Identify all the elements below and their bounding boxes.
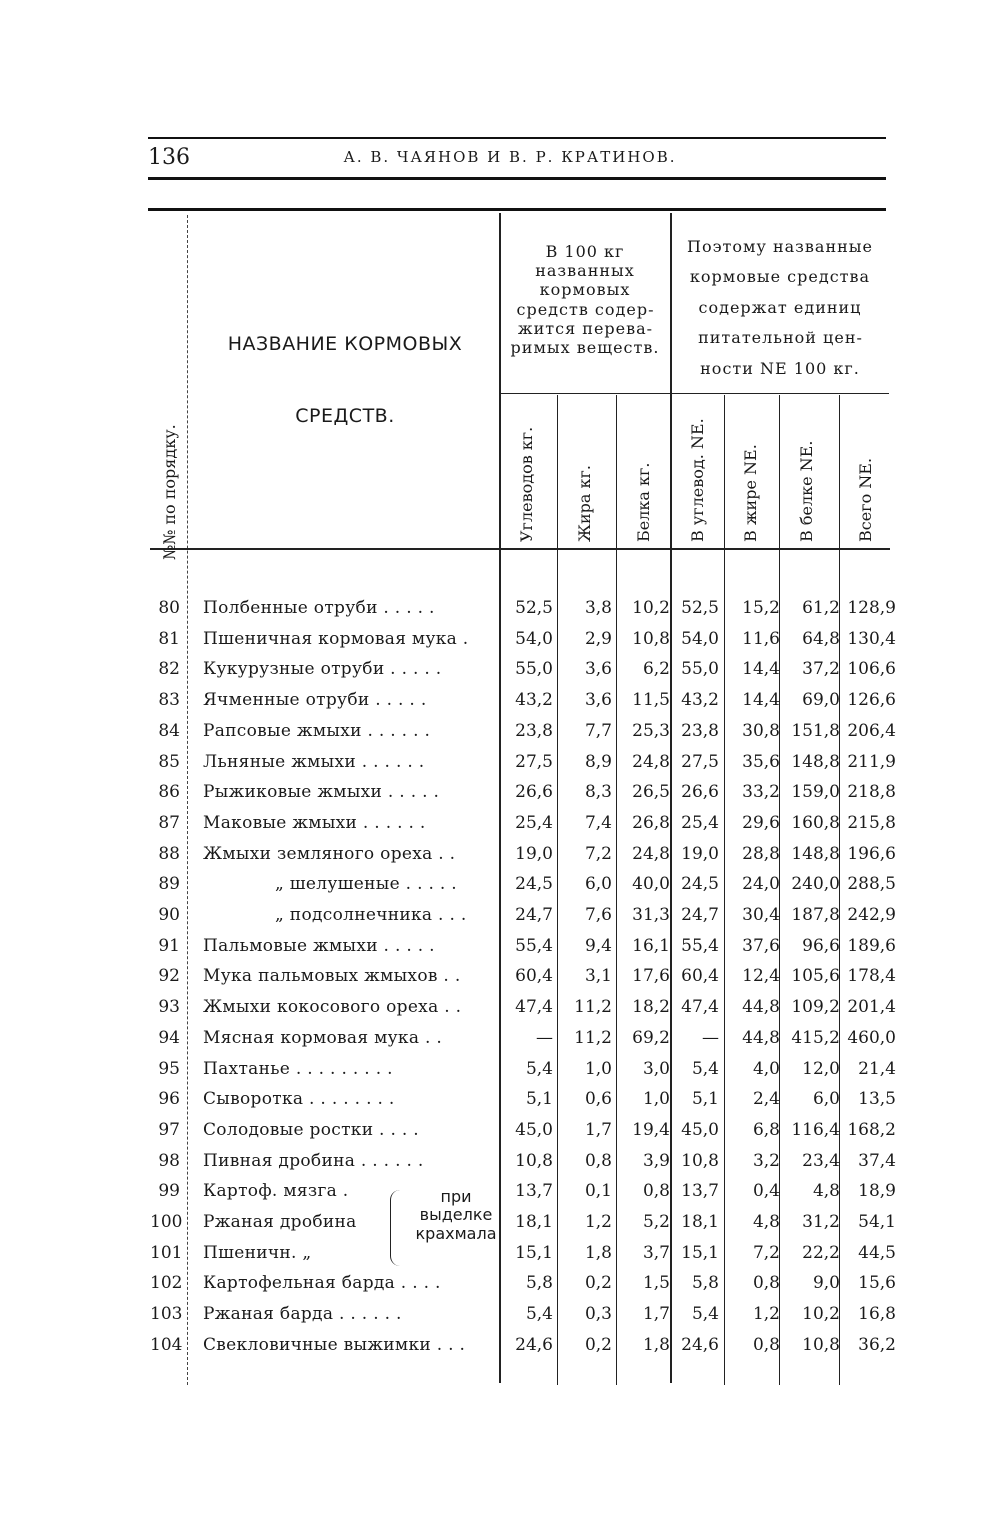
- value-cell: 16,1: [632, 935, 670, 956]
- value-cell: 23,8: [681, 720, 719, 741]
- number-column-header: №№ по порядку.: [160, 424, 179, 560]
- value-cell: 3,6: [584, 659, 612, 680]
- table-row: [150, 690, 896, 721]
- value-cell: 11,6: [742, 628, 780, 649]
- value-cell: 5,4: [691, 1058, 719, 1079]
- value-cell: 29,6: [742, 812, 780, 833]
- feed-name: „ шелушеные . . . . .: [275, 874, 458, 895]
- value-cell: 30,8: [742, 720, 780, 741]
- value-cell: 17,6: [632, 966, 670, 987]
- value-cell: 105,6: [791, 966, 840, 987]
- value-cell: 23,4: [802, 1150, 840, 1171]
- table-row: [150, 1058, 896, 1090]
- value-cell: 3,8: [584, 598, 612, 618]
- row-name-cell: [203, 1304, 495, 1324]
- row-number: 104: [150, 1334, 183, 1355]
- value-cell: 64,8: [802, 628, 840, 649]
- table-row: [150, 905, 896, 936]
- value-cell: 54,0: [515, 628, 553, 649]
- value-cell: 211,9: [847, 751, 896, 772]
- value-cell: 24,5: [681, 874, 719, 895]
- feed-name: Пальмовые жмыхи . . . . .: [203, 935, 435, 956]
- value-cell: 23,8: [515, 720, 553, 741]
- value-cell: 15,6: [858, 1273, 896, 1294]
- value-cell: 4,8: [812, 1181, 840, 1202]
- value-cell: 126,6: [847, 690, 896, 711]
- column-header: В углевод. NE.: [688, 418, 707, 542]
- value-cell: 33,2: [742, 782, 780, 803]
- value-cell: 18,1: [681, 1212, 719, 1232]
- value-cell: 44,8: [742, 1027, 780, 1048]
- row-name-cell: [203, 1243, 495, 1263]
- row-name-cell: [203, 752, 495, 772]
- feed-name: Свекловичные выжимки . . .: [203, 1334, 466, 1355]
- value-cell: 18,1: [515, 1212, 553, 1232]
- table-row: [150, 843, 896, 875]
- value-cell: —: [536, 1027, 553, 1048]
- value-cell: 10,8: [632, 628, 670, 649]
- value-cell: 54,1: [858, 1212, 896, 1232]
- value-cell: 15,1: [681, 1242, 719, 1263]
- row-number: 101: [150, 1242, 183, 1263]
- value-cell: 10,2: [632, 598, 670, 618]
- value-cell: 12,0: [802, 1058, 840, 1079]
- feed-name: Маковые жмыхи . . . . . .: [203, 812, 426, 833]
- row-name-cell: [203, 1120, 495, 1140]
- feed-name: Рапсовые жмыхи . . . . . .: [203, 720, 431, 741]
- value-cell: 44,8: [742, 997, 780, 1018]
- feed-name: Ячменные отруби . . . . .: [203, 690, 427, 711]
- row-name-cell: [203, 966, 495, 986]
- value-cell: 1,7: [584, 1119, 612, 1140]
- value-cell: 24,7: [681, 905, 719, 925]
- value-cell: 13,7: [515, 1181, 553, 1202]
- value-cell: 24,7: [515, 905, 553, 925]
- value-cell: 5,4: [525, 1058, 553, 1079]
- value-cell: 24,0: [742, 874, 780, 895]
- row-number: 83: [158, 690, 180, 711]
- value-cell: 52,5: [515, 598, 553, 618]
- value-cell: 52,5: [681, 598, 719, 618]
- value-cell: 10,8: [681, 1150, 719, 1171]
- value-cell: 7,7: [584, 720, 612, 741]
- row-name-cell: [203, 721, 495, 741]
- value-cell: 159,0: [791, 782, 840, 803]
- value-cell: 26,6: [681, 782, 719, 803]
- value-cell: 151,8: [791, 720, 840, 741]
- table-row: [150, 1304, 896, 1335]
- row-number: 94: [158, 1027, 180, 1048]
- value-cell: 218,8: [847, 782, 896, 803]
- value-cell: 215,8: [847, 812, 896, 833]
- value-cell: 242,9: [847, 905, 896, 925]
- header-bottom-rule: [150, 548, 890, 550]
- table-row: [150, 1212, 896, 1243]
- value-cell: 26,8: [632, 812, 670, 833]
- row-name-cell: [203, 1273, 495, 1293]
- value-cell: 3,2: [752, 1150, 780, 1171]
- value-cell: 168,2: [847, 1119, 896, 1140]
- feed-name: Полбенные отруби . . . . .: [203, 598, 435, 618]
- value-cell: 1,2: [584, 1212, 612, 1232]
- value-cell: 4,0: [752, 1058, 780, 1079]
- value-cell: 26,6: [515, 782, 553, 803]
- value-cell: 415,2: [791, 1027, 840, 1048]
- table-row: [150, 1027, 896, 1059]
- value-cell: 10,8: [802, 1334, 840, 1355]
- feed-name: Рыжиковые жмыхи . . . . .: [203, 782, 440, 803]
- value-cell: 10,8: [515, 1150, 553, 1171]
- table-row: [150, 1181, 896, 1212]
- row-number: 92: [158, 966, 180, 987]
- row-name-cell: [203, 782, 495, 802]
- value-cell: 7,2: [752, 1242, 780, 1263]
- brace-icon: [390, 1190, 407, 1266]
- column-header: Белка кг.: [634, 462, 653, 542]
- value-cell: 43,2: [515, 690, 553, 711]
- table-row: [150, 1119, 896, 1151]
- table-row: [150, 598, 896, 629]
- value-cell: 43,2: [681, 690, 719, 711]
- column-header: В белке NE.: [797, 440, 816, 542]
- value-cell: 24,5: [515, 874, 553, 895]
- value-cell: 189,6: [847, 935, 896, 956]
- value-cell: 187,8: [791, 905, 840, 925]
- value-cell: 28,8: [742, 843, 780, 864]
- value-cell: 19,0: [681, 843, 719, 864]
- value-cell: 24,8: [632, 843, 670, 864]
- row-name-cell: [203, 659, 495, 679]
- value-cell: 55,4: [515, 935, 553, 956]
- feed-name: Пивная дробина . . . . . .: [203, 1150, 424, 1171]
- value-cell: 1,7: [642, 1304, 670, 1325]
- feed-name: Пшеничн. „: [203, 1242, 312, 1263]
- feed-name: Солодовые ростки . . . .: [203, 1119, 419, 1140]
- page-number: 136: [148, 145, 190, 170]
- value-cell: 0,8: [752, 1334, 780, 1355]
- table-row: [150, 628, 896, 660]
- feed-name: Картофельная барда . . . .: [203, 1273, 441, 1294]
- row-number: 100: [150, 1212, 183, 1232]
- value-cell: 128,9: [847, 598, 896, 618]
- feed-name: Жмыхи земляного ореха . .: [203, 843, 456, 864]
- value-cell: 7,6: [584, 905, 612, 925]
- row-number: 91: [158, 935, 180, 956]
- table-top-rule: [148, 208, 886, 211]
- row-number: 96: [158, 1089, 180, 1110]
- value-cell: 1,2: [752, 1304, 780, 1325]
- value-cell: 196,6: [847, 843, 896, 864]
- value-cell: 11,2: [574, 997, 612, 1018]
- value-cell: 14,4: [742, 659, 780, 680]
- value-cell: 8,3: [584, 782, 612, 803]
- value-cell: 6,8: [752, 1119, 780, 1140]
- value-cell: 96,6: [802, 935, 840, 956]
- table-row: [150, 720, 896, 752]
- value-cell: 55,4: [681, 935, 719, 956]
- value-cell: 0,3: [584, 1304, 612, 1325]
- table-row: [150, 1273, 896, 1304]
- value-cell: 0,8: [584, 1150, 612, 1171]
- value-cell: 26,5: [632, 782, 670, 803]
- value-cell: 27,5: [681, 751, 719, 772]
- value-cell: 11,5: [632, 690, 670, 711]
- value-cell: 45,0: [681, 1119, 719, 1140]
- feed-name: Мука пальмовых жмыхов . .: [203, 966, 461, 987]
- value-cell: 9,4: [584, 935, 612, 956]
- value-cell: 55,0: [681, 659, 719, 680]
- value-cell: 19,4: [632, 1119, 670, 1140]
- table-row: [150, 1334, 896, 1366]
- feed-name: Жмыхи кокосового ореха . .: [203, 997, 462, 1018]
- value-cell: 5,4: [525, 1304, 553, 1325]
- value-cell: 18,2: [632, 997, 670, 1018]
- row-number: 86: [158, 782, 180, 803]
- value-cell: 148,8: [791, 843, 840, 864]
- value-cell: 3,1: [584, 966, 612, 987]
- value-cell: 109,2: [791, 997, 840, 1018]
- top-rule: [148, 137, 886, 139]
- value-cell: 37,4: [858, 1150, 896, 1171]
- name-header-line1: НАЗВАНИЕ КОРМОВЫХ: [227, 333, 463, 355]
- row-number: 89: [158, 874, 180, 895]
- feed-name: Мясная кормовая мука . .: [203, 1027, 443, 1048]
- value-cell: 4,8: [752, 1212, 780, 1232]
- value-cell: 288,5: [847, 874, 896, 895]
- value-cell: 7,4: [584, 812, 612, 833]
- value-cell: 54,0: [681, 628, 719, 649]
- value-cell: 5,8: [525, 1273, 553, 1294]
- value-cell: 7,2: [584, 843, 612, 864]
- row-name-cell: [203, 1089, 495, 1109]
- group-header-rule: [499, 393, 889, 394]
- value-cell: 116,4: [791, 1119, 840, 1140]
- value-cell: 6,0: [584, 874, 612, 895]
- value-cell: 3,7: [642, 1242, 670, 1263]
- feed-name: Пшеничная кормовая мука .: [203, 628, 469, 649]
- table-row: [150, 935, 896, 967]
- value-cell: 178,4: [847, 966, 896, 987]
- row-number: 98: [158, 1150, 180, 1171]
- value-cell: 160,8: [791, 812, 840, 833]
- value-cell: 60,4: [681, 966, 719, 987]
- value-cell: 37,2: [802, 659, 840, 680]
- row-name-cell: [203, 936, 495, 956]
- value-cell: 31,3: [632, 905, 670, 925]
- value-cell: 47,4: [681, 997, 719, 1018]
- feed-name: Картоф. мязга .: [203, 1181, 349, 1202]
- value-cell: 10,2: [802, 1304, 840, 1325]
- row-number: 102: [150, 1273, 183, 1294]
- brace-note: при выделке крахмала: [415, 1187, 497, 1243]
- row-number: 88: [158, 843, 180, 864]
- value-cell: 0,6: [584, 1089, 612, 1110]
- value-cell: 25,3: [632, 720, 670, 741]
- name-header-line2: СРЕДСТВ.: [295, 405, 395, 427]
- feed-name: Льняные жмыхи . . . . . .: [203, 751, 425, 772]
- value-cell: 36,2: [858, 1334, 896, 1355]
- row-name-cell: [203, 813, 495, 833]
- feed-name: Ржаная барда . . . . . .: [203, 1304, 402, 1325]
- value-cell: 2,9: [584, 628, 612, 649]
- row-number: 87: [158, 812, 180, 833]
- row-name-cell: [203, 690, 495, 710]
- column-header: В жире NE.: [741, 444, 760, 542]
- value-cell: 5,2: [642, 1212, 670, 1232]
- row-number: 95: [158, 1058, 180, 1079]
- value-cell: 201,4: [847, 997, 896, 1018]
- row-name-cell: [203, 1059, 495, 1079]
- value-cell: 45,0: [515, 1119, 553, 1140]
- row-number: 82: [158, 659, 180, 680]
- value-cell: 24,8: [632, 751, 670, 772]
- row-name-cell: [203, 598, 495, 618]
- value-cell: 3,6: [584, 690, 612, 711]
- feed-name: Пахтанье . . . . . . . . .: [203, 1058, 393, 1079]
- table-row: [150, 782, 896, 813]
- value-cell: 24,6: [681, 1334, 719, 1355]
- row-number: 103: [150, 1304, 183, 1325]
- value-cell: 9,0: [812, 1273, 840, 1294]
- value-cell: 2,4: [752, 1089, 780, 1110]
- feed-name: Кукурузные отруби . . . . .: [203, 659, 442, 680]
- value-cell: 130,4: [847, 628, 896, 649]
- row-number: 90: [158, 905, 180, 925]
- table-row: [150, 874, 896, 905]
- table-row: [150, 659, 896, 690]
- value-cell: 25,4: [681, 812, 719, 833]
- value-cell: 60,4: [515, 966, 553, 987]
- value-cell: 25,4: [515, 812, 553, 833]
- value-cell: 61,2: [802, 598, 840, 618]
- value-cell: 22,2: [802, 1242, 840, 1263]
- row-name-cell: [203, 997, 495, 1017]
- value-cell: —: [702, 1027, 719, 1048]
- value-cell: 6,2: [642, 659, 670, 680]
- feed-name: Сыворотка . . . . . . . .: [203, 1089, 395, 1110]
- value-cell: 40,0: [632, 874, 670, 895]
- value-cell: 0,1: [584, 1181, 612, 1202]
- table-row: [150, 966, 896, 997]
- value-cell: 18,9: [858, 1181, 896, 1202]
- value-cell: 21,4: [858, 1058, 896, 1079]
- value-cell: 37,6: [742, 935, 780, 956]
- column-header: Всего NE.: [856, 457, 875, 542]
- row-name-cell: [203, 1335, 495, 1355]
- row-number: 84: [158, 720, 180, 741]
- value-cell: 24,6: [515, 1334, 553, 1355]
- row-name-cell: [203, 844, 495, 864]
- table-row: [150, 1089, 896, 1120]
- feed-name: Ржаная дробина: [203, 1212, 357, 1232]
- row-number: 80: [158, 598, 180, 618]
- value-cell: 13,7: [681, 1181, 719, 1202]
- value-cell: 69,0: [802, 690, 840, 711]
- row-number: 97: [158, 1119, 180, 1140]
- row-name-cell: [203, 905, 495, 925]
- column-header: Углеводов кг.: [517, 426, 536, 542]
- running-head: А. В. ЧАЯНОВ И В. Р. КРАТИНОВ.: [343, 148, 677, 166]
- value-cell: 15,2: [742, 598, 780, 618]
- value-cell: 31,2: [802, 1212, 840, 1232]
- value-cell: 16,8: [858, 1304, 896, 1325]
- value-cell: 1,0: [584, 1058, 612, 1079]
- value-cell: 0,2: [584, 1273, 612, 1294]
- table-row: [150, 1150, 896, 1182]
- value-cell: 0,8: [752, 1273, 780, 1294]
- value-cell: 106,6: [847, 659, 896, 680]
- table-row: [150, 812, 896, 844]
- row-name-cell: [203, 629, 495, 649]
- feed-name: „ подсолнечника . . .: [275, 905, 467, 925]
- row-number: 81: [158, 628, 180, 649]
- value-cell: 148,8: [791, 751, 840, 772]
- value-cell: 6,0: [812, 1089, 840, 1110]
- value-cell: 30,4: [742, 905, 780, 925]
- group1-header: В 100 кг названных кормовых средств содержится переваримых веществ.: [510, 242, 660, 357]
- value-cell: 5,1: [525, 1089, 553, 1110]
- value-cell: 0,2: [584, 1334, 612, 1355]
- table-row: [150, 1242, 896, 1274]
- column-header: Жира кг.: [575, 465, 594, 542]
- row-number: 85: [158, 751, 180, 772]
- value-cell: 14,4: [742, 690, 780, 711]
- value-cell: 3,0: [642, 1058, 670, 1079]
- value-cell: 0,8: [642, 1181, 670, 1202]
- row-number: 99: [158, 1181, 180, 1202]
- value-cell: 0,4: [752, 1181, 780, 1202]
- table-row: [150, 751, 896, 783]
- value-cell: 5,8: [691, 1273, 719, 1294]
- value-cell: 8,9: [584, 751, 612, 772]
- value-cell: 27,5: [515, 751, 553, 772]
- row-name-cell: [203, 874, 495, 894]
- row-name-cell: [203, 1028, 495, 1048]
- value-cell: 3,9: [642, 1150, 670, 1171]
- value-cell: 19,0: [515, 843, 553, 864]
- value-cell: 206,4: [847, 720, 896, 741]
- value-cell: 1,8: [584, 1242, 612, 1263]
- value-cell: 5,1: [691, 1089, 719, 1110]
- value-cell: 5,4: [691, 1304, 719, 1325]
- table-row: [150, 997, 896, 1028]
- value-cell: 460,0: [847, 1027, 896, 1048]
- value-cell: 1,0: [642, 1089, 670, 1110]
- value-cell: 69,2: [632, 1027, 670, 1048]
- row-name-cell: [203, 1151, 495, 1171]
- value-cell: 1,8: [642, 1334, 670, 1355]
- value-cell: 240,0: [791, 874, 840, 895]
- value-cell: 35,6: [742, 751, 780, 772]
- row-number: 93: [158, 997, 180, 1018]
- value-cell: 47,4: [515, 997, 553, 1018]
- value-cell: 44,5: [858, 1242, 896, 1263]
- header-rule: [148, 177, 886, 180]
- value-cell: 12,4: [742, 966, 780, 987]
- value-cell: 15,1: [515, 1242, 553, 1263]
- value-cell: 55,0: [515, 659, 553, 680]
- value-cell: 1,5: [642, 1273, 670, 1294]
- value-cell: 13,5: [858, 1089, 896, 1110]
- value-cell: 11,2: [574, 1027, 612, 1048]
- group2-header: Поэтому названные кормовые средства содержат единиц питательной ценности NE 100 кг.: [687, 237, 873, 378]
